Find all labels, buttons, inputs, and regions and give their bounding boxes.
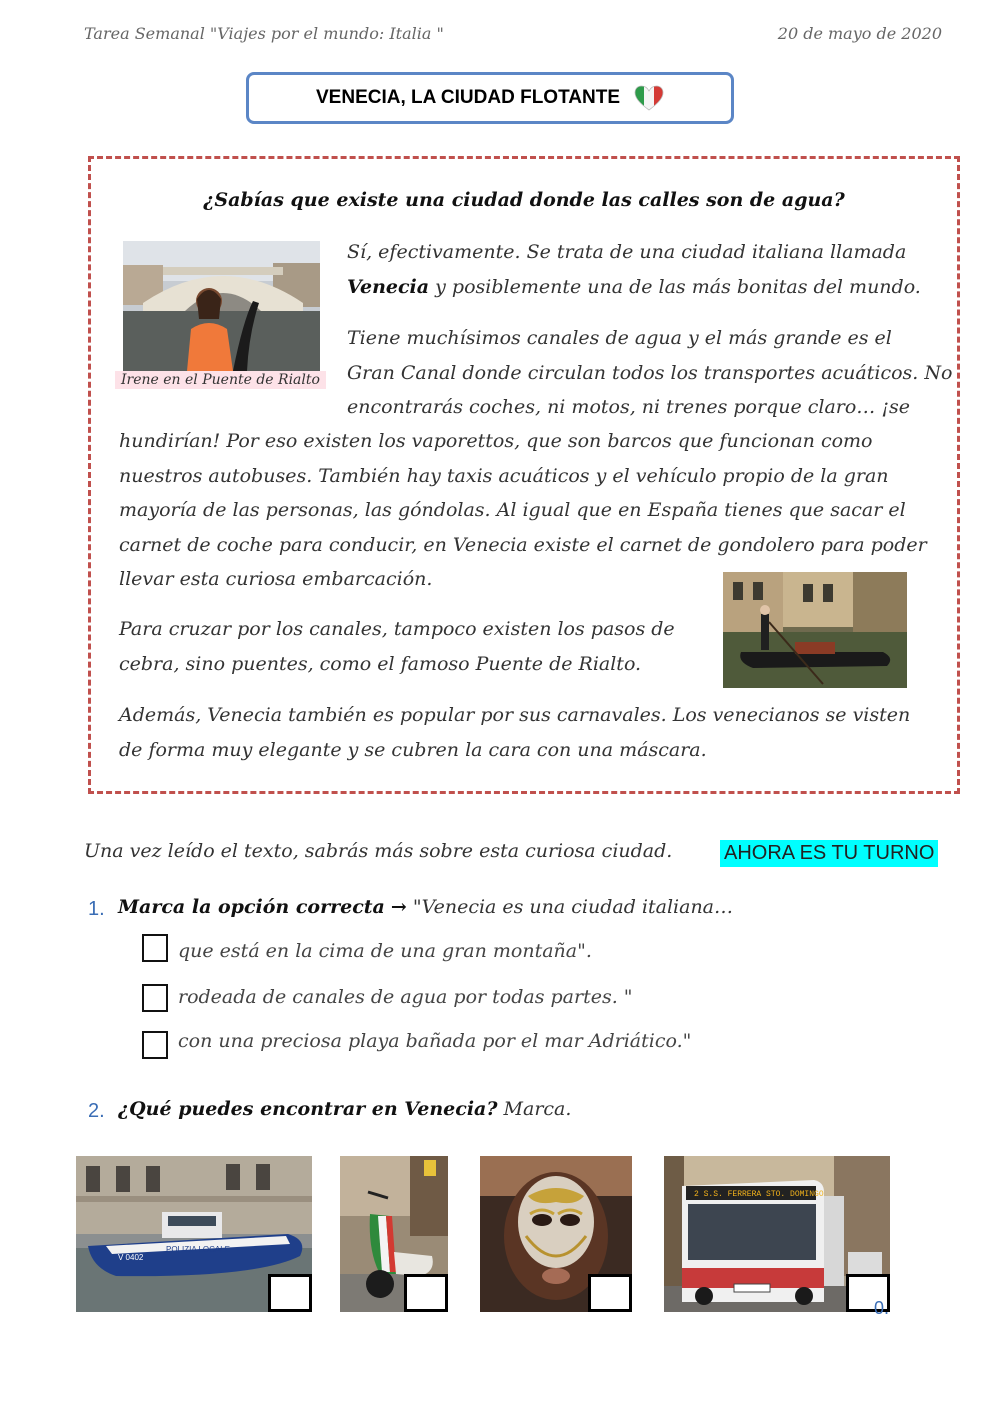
p2-line-7: carnet de coche para conducir, en Venecia existe el carnet de gondolero para poder bbox=[119, 533, 927, 556]
option-2-checkbox[interactable] bbox=[142, 984, 168, 1012]
paragraph-4 bbox=[119, 698, 910, 767]
q1-prompt bbox=[118, 896, 733, 918]
title-box bbox=[246, 72, 734, 124]
gondola-photo bbox=[723, 572, 907, 688]
p2-line-5: nuestros autobuses. También hay taxis acuáticos y el vehículo propio de la gran bbox=[119, 464, 889, 487]
header-date: 20 de mayo de 2020 bbox=[777, 24, 942, 43]
mask-checkbox[interactable] bbox=[588, 1274, 632, 1312]
your-turn-highlight: AHORA ES TU TURNO bbox=[720, 840, 938, 867]
reading-question: ¿Sabías que existe una ciudad donde las calles son de agua? bbox=[203, 189, 845, 211]
q2-number: 2. bbox=[88, 1100, 105, 1122]
option-3-text: con una preciosa playa bañada por el mar Adriático." bbox=[178, 1030, 692, 1052]
paragraph-1 bbox=[347, 235, 921, 304]
p1-line-2 bbox=[347, 270, 921, 305]
q2-rest: Marca. bbox=[503, 1098, 572, 1120]
rialto-photo bbox=[123, 241, 320, 371]
paragraph-2-top bbox=[347, 321, 952, 425]
q1-bold: Marca la opción correcta bbox=[118, 896, 385, 918]
scooter-checkbox[interactable] bbox=[404, 1274, 448, 1312]
p2-line-8: llevar esta curiosa embarcación. bbox=[119, 568, 433, 590]
p2-line-2: Gran Canal donde circulan todos los transportes acuáticos. No bbox=[347, 361, 953, 384]
option-3-checkbox[interactable] bbox=[142, 1031, 168, 1059]
p1-line-1: Sí, efectivamente. Se trata de una ciudad italiana llamada bbox=[347, 241, 907, 263]
arrow-right-icon: → bbox=[390, 896, 407, 918]
boat-label: POLIZIA LOCALE bbox=[165, 1245, 231, 1254]
q1-number: 1. bbox=[88, 898, 105, 920]
italy-heart-icon bbox=[634, 85, 664, 111]
header-left: Tarea Semanal "Viajes por el mundo: Italia " bbox=[84, 24, 444, 43]
option-2-text: rodeada de canales de agua por todas partes. " bbox=[178, 986, 633, 1008]
option-1-text: que está en la cima de una gran montaña". bbox=[178, 940, 592, 962]
boat-checkbox[interactable] bbox=[268, 1274, 312, 1312]
bus-destination-label: 2 S.S. FERRERA STO. DOMINGO bbox=[694, 1190, 824, 1199]
paragraph-2-bottom bbox=[119, 424, 927, 597]
lead-text: Una vez leído el texto, sabrás más sobre esta curiosa ciudad. bbox=[84, 840, 673, 862]
paragraph-3 bbox=[119, 612, 675, 681]
p2-line-3: encontrarás coches, ni motos, ni trenes porque claro… ¡se bbox=[347, 396, 910, 418]
p1-line-2-text: y posiblemente una de las más bonitas del mundo. bbox=[435, 275, 921, 298]
p4-line-2: de forma muy elegante y se cubren la cara con una máscara. bbox=[119, 738, 707, 761]
photo-caption: Irene en el Puente de Rialto bbox=[115, 371, 326, 389]
p2-line-4: hundirían! Por eso existen los vaporettos, que son barcos que funcionan como bbox=[119, 430, 873, 452]
page-title: VENECIA, LA CIUDAD FLOTANTE bbox=[316, 87, 620, 108]
p4-line-1: Además, Venecia también es popular por sus carnavales. Los venecianos se visten bbox=[119, 704, 911, 726]
boat-code: V 0402 bbox=[118, 1253, 144, 1262]
stray-mark: 0. bbox=[874, 1298, 890, 1318]
p2-line-1: Tiene muchísimos canales de agua y el más grande es el bbox=[347, 327, 892, 349]
q1-rest: "Venecia es una ciudad italiana… bbox=[412, 896, 734, 918]
option-1-checkbox[interactable] bbox=[142, 934, 168, 962]
reading-box bbox=[88, 156, 960, 794]
venecia-bold: Venecia bbox=[347, 275, 430, 298]
q2-prompt bbox=[118, 1098, 571, 1120]
p3-line-1: Para cruzar por los canales, tampoco existen los pasos de bbox=[119, 618, 675, 640]
q2-bold: ¿Qué puedes encontrar en Venecia? bbox=[118, 1098, 498, 1120]
p2-line-6: mayoría de las personas, las góndolas. Al igual que en España tienes que sacar el bbox=[119, 499, 906, 521]
p3-line-2: cebra, sino puentes, como el famoso Puente de Rialto. bbox=[119, 652, 642, 675]
